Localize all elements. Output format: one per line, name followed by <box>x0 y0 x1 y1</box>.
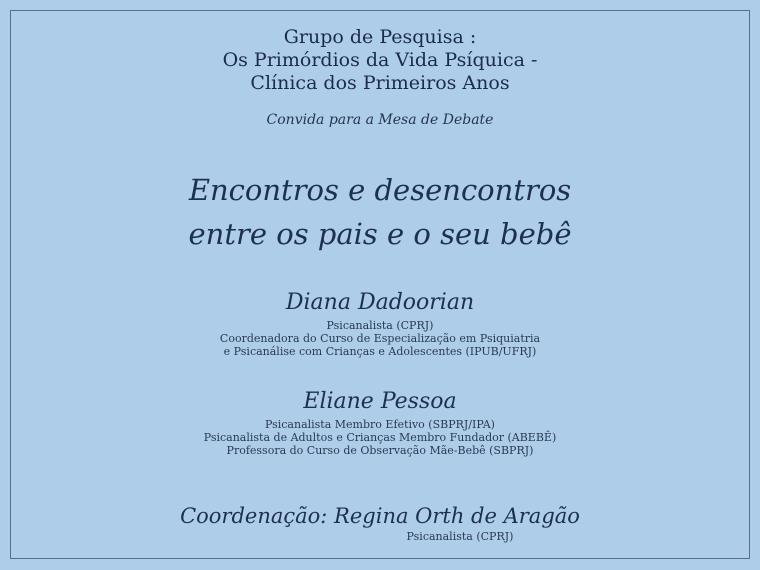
group-title-line-1: Grupo de Pesquisa : <box>283 26 477 48</box>
group-title-line-3: Clínica dos Primeiros Anos <box>250 72 510 94</box>
speaker-1-line-2: Coordenadora do Curso de Especialização em Psiquiatria <box>219 332 541 345</box>
speaker-2-line-2: Psicanalista de Adultos e Crianças Membro Fundador (ABEBÊ) <box>203 431 557 444</box>
event-title-line-1: Encontros e desencontros <box>188 173 572 207</box>
speaker-1-name: Diana Dadoorian <box>285 290 475 315</box>
event-title-line-2: entre os pais e o seu bebê <box>188 217 572 251</box>
speaker-2-line-1: Psicanalista Membro Efetivo (SBPRJ/IPA) <box>265 418 495 431</box>
speaker-1-line-1: Psicanalista (CPRJ) <box>326 319 434 332</box>
speaker-2-name: Eliane Pessoa <box>303 389 457 414</box>
group-title-line-2: Os Primórdios da Vida Psíquica - <box>222 49 538 71</box>
coordination-label: Coordenação: Regina Orth de Aragão <box>180 504 580 528</box>
speaker-2-line-3: Professora do Curso de Observação Mãe-Bebê (SBPRJ) <box>226 444 534 457</box>
speaker-1-line-3: e Psicanálise com Crianças e Adolescentes (IPUB/UFRJ) <box>223 345 537 358</box>
coordination-role: Psicanalista (CPRJ) <box>406 530 514 543</box>
invite-text: Convida para a Mesa de Debate <box>266 112 494 128</box>
